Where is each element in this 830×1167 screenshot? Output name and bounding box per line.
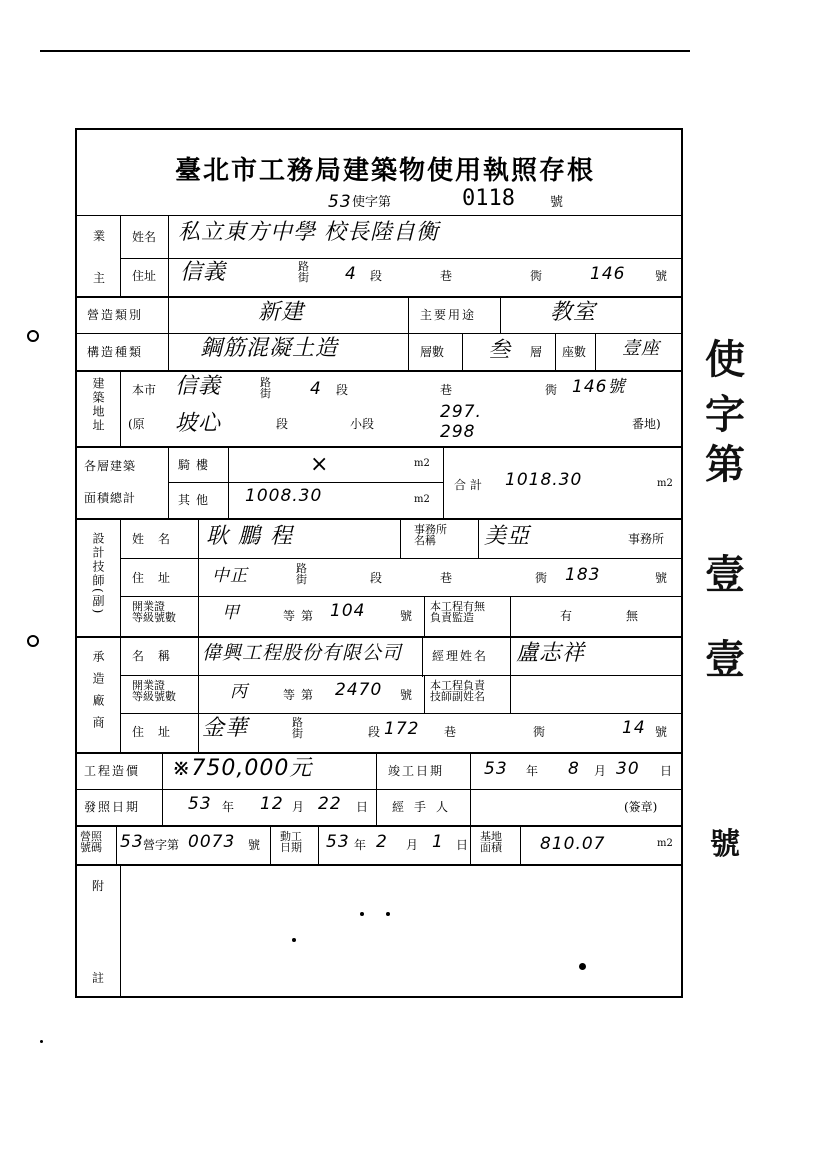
scan-speck (360, 912, 364, 916)
designer-number-label: 號 (655, 571, 668, 585)
contractor-license-mid: 等第 (283, 688, 320, 702)
notes-label-1: 附 (92, 879, 105, 893)
start-y: 年 (354, 838, 367, 852)
col-line (595, 333, 596, 371)
designer-group-label: 設計技師(副) (91, 532, 105, 616)
site-section-label: 段 (336, 383, 349, 397)
build-use-label: 主要用途 (420, 308, 477, 322)
designer-name-value: 耿鵬程 (206, 524, 303, 549)
col-line (120, 865, 121, 997)
col-line (162, 753, 163, 790)
row-line (76, 752, 682, 754)
scan-edge-line (40, 50, 690, 52)
owner-name-label: 姓名 (132, 230, 157, 244)
designer-supervise-none: 無 (626, 609, 639, 623)
site-road: 信義 (175, 374, 222, 399)
col-line (408, 297, 409, 371)
floors-value: 叁 (488, 338, 512, 363)
designer-lane-label: 巷 (440, 571, 453, 585)
start-day: 1 (432, 832, 444, 852)
site-city-label: 本市 (132, 383, 157, 397)
scan-speck (292, 938, 296, 942)
margin-char: 使 (705, 336, 745, 383)
designer-office-label: 事務所 名稱 (414, 523, 447, 547)
owner-address-label: 住址 (132, 269, 157, 283)
col-line (520, 826, 521, 865)
blocks-label: 座數 (562, 345, 587, 359)
floors-unit: 層 (530, 345, 543, 359)
structure-label: 構造種類 (87, 345, 144, 359)
owner-road-label: 路 街 (298, 260, 309, 284)
col-line (510, 675, 511, 713)
issue-m: 月 (292, 800, 305, 814)
completion-day: 30 (616, 759, 640, 779)
col-line (510, 637, 511, 677)
site-lot-1: 297. (440, 402, 482, 422)
col-line (376, 790, 377, 826)
col-line (510, 596, 511, 636)
col-line (120, 371, 121, 447)
designer-address-road: 中正 (212, 566, 248, 586)
issue-day: 22 (318, 794, 342, 814)
site-number: 146號 (572, 377, 626, 397)
owner-address-number: 146 (590, 264, 626, 284)
contractor-manager-value: 盧志祥 (516, 641, 586, 666)
structure-value: 鋼筋混凝土造 (200, 336, 339, 361)
total-value: 1018.30 (505, 470, 583, 490)
start-label: 動工 日期 (280, 830, 302, 854)
col-line (228, 447, 229, 519)
row-line (76, 636, 682, 638)
col-line (168, 447, 169, 519)
issue-y: 年 (222, 800, 235, 814)
punch-hole (27, 330, 39, 342)
site-lane-label: 巷 (440, 383, 453, 397)
permit-number: 0118 (462, 186, 515, 211)
sign-label: (簽章) (624, 800, 658, 814)
start-month: 2 (376, 832, 388, 852)
other-value: 1008.30 (245, 486, 323, 506)
site-orig-label: (原 (128, 417, 145, 431)
owner-lane-label: 巷 (440, 269, 453, 283)
col-line (470, 826, 471, 865)
site-area-unit: m2 (657, 838, 673, 849)
row-line (120, 258, 682, 259)
row-line (76, 825, 682, 827)
row-line (76, 864, 682, 866)
permit-prefix: 53 (328, 192, 352, 212)
contractor-number-label: 號 (655, 725, 668, 739)
start-d: 日 (456, 838, 469, 852)
owner-alley-label: 衖 (530, 269, 543, 283)
row-line (76, 215, 682, 216)
construction-permit-suffix: 號 (248, 838, 261, 852)
site-orig-area: 坡心 (175, 411, 222, 436)
other-unit: m2 (414, 494, 430, 505)
contractor-section-number: 172 (384, 719, 420, 739)
margin-char: 壹 (705, 636, 745, 683)
site-road-label: 路 街 (260, 376, 271, 400)
arcade-unit: m2 (414, 458, 430, 469)
completion-m: 月 (594, 764, 607, 778)
construction-permit-mid: 營字第 (143, 838, 180, 852)
designer-license-suffix: 號 (400, 609, 413, 623)
row-line (120, 713, 682, 714)
row-line (76, 370, 682, 372)
contractor-license-label: 開業證 等級號數 (132, 679, 176, 703)
row-line (168, 482, 443, 483)
scan-speck (40, 1040, 43, 1043)
margin-char: 壹 (705, 551, 745, 598)
floors-label: 層數 (420, 345, 445, 359)
contractor-group-label: 承造廠商 (91, 650, 105, 738)
contractor-alley-label: 衖 (533, 725, 546, 739)
site-small-section-label: 小段 (350, 417, 375, 431)
designer-license-label: 開業證 等級號數 (132, 600, 176, 624)
site-lot-label: 番地) (632, 417, 661, 431)
site-alley-label: 衖 (545, 383, 558, 397)
col-line (270, 826, 271, 865)
arcade-value: × (310, 452, 330, 477)
completion-month: 8 (568, 759, 580, 779)
other-label: 其他 (178, 493, 215, 507)
total-label: 合計 (454, 478, 487, 492)
col-line (424, 596, 425, 636)
issue-d: 日 (356, 800, 369, 814)
contractor-license-suffix: 號 (400, 688, 413, 702)
construction-permit-label: 營照 號碼 (80, 830, 102, 854)
designer-address-number: 183 (565, 565, 601, 585)
col-line (120, 519, 121, 753)
col-line (376, 753, 377, 790)
site-orig-section-label: 段 (276, 417, 289, 431)
owner-number-label: 號 (655, 269, 668, 283)
col-line (168, 297, 169, 371)
col-line (424, 675, 425, 713)
permit-label: 使字第 (352, 195, 392, 210)
col-line (443, 447, 444, 519)
col-line (555, 333, 556, 371)
designer-office-value: 美亞 (484, 524, 531, 549)
designer-supervise-label: 本工程有無 負責監造 (430, 600, 485, 624)
row-line (120, 675, 682, 676)
contractor-license-grade: 丙 (230, 682, 248, 702)
completion-d: 日 (660, 764, 673, 778)
area-label-1: 各層建築 (84, 459, 137, 473)
designer-address-label: 住址 (132, 571, 185, 585)
owner-section-label: 段 (370, 269, 383, 283)
build-type-value: 新建 (258, 300, 305, 325)
designer-license-grade: 甲 (222, 603, 240, 623)
owner-name-value: 私立東方中學 校長陸自衡 (178, 220, 439, 245)
site-group-label: 建築地址 (91, 377, 105, 433)
completion-year: 53 (484, 759, 508, 779)
start-m: 月 (406, 838, 419, 852)
contractor-manager-label: 經理姓名 (432, 649, 489, 663)
contractor-section-label: 段 (368, 725, 381, 739)
blocks-value: 壹座 (622, 338, 660, 359)
designer-supervise-value: 有 (560, 609, 573, 623)
issue-year: 53 (188, 794, 212, 814)
col-line (162, 790, 163, 826)
total-unit: m2 (657, 478, 673, 489)
start-year: 53 (326, 832, 350, 852)
contractor-address-road: 金華 (202, 716, 249, 741)
margin-char: 字 (705, 391, 745, 438)
col-line (478, 519, 479, 559)
col-line (120, 215, 121, 297)
issue-month: 12 (260, 794, 284, 814)
contractor-road-label: 路 街 (292, 716, 303, 740)
arcade-label: 騎樓 (178, 458, 215, 472)
col-line (470, 790, 471, 826)
scan-speck (579, 963, 586, 970)
designer-section-label: 段 (370, 571, 383, 585)
owner-group-label: 主 (93, 271, 106, 285)
owner-group-label: 業 (93, 229, 106, 243)
contractor-license-number: 2470 (335, 680, 383, 700)
margin-char: 號 (710, 827, 740, 862)
col-line (422, 637, 423, 677)
build-type-label: 營造類別 (87, 308, 144, 322)
margin-char: 第 (705, 441, 745, 488)
designer-office-suffix: 事務所 (628, 532, 665, 546)
area-label-2: 面積總計 (84, 491, 137, 505)
scan-speck (386, 912, 390, 916)
completion-y: 年 (526, 764, 539, 778)
cost-label: 工程造價 (84, 764, 141, 778)
form-title: 臺北市工務局建築物使用執照存根 (174, 156, 595, 186)
site-area-value: 810.07 (540, 834, 606, 854)
contractor-address-number: 14 (622, 718, 646, 738)
row-line (76, 518, 682, 520)
row-line (120, 596, 682, 597)
handler-label: 經手人 (392, 800, 459, 814)
row-line (120, 558, 682, 559)
build-use-value: 教室 (550, 300, 597, 325)
cost-value: ※750,000元 (172, 756, 313, 781)
col-line (462, 333, 463, 371)
col-line (198, 519, 199, 559)
col-line (198, 637, 199, 753)
construction-permit-number: 0073 (188, 832, 236, 852)
col-line (198, 558, 199, 636)
owner-address-section: 4 (345, 264, 357, 284)
contractor-address-label: 住址 (132, 725, 185, 739)
designer-road-label: 路 街 (296, 562, 307, 586)
completion-label: 竣工日期 (388, 764, 445, 778)
owner-address-road: 信義 (180, 260, 227, 285)
contractor-name-value: 偉興工程股份有限公司 (202, 642, 403, 664)
col-line (470, 753, 471, 790)
col-line (116, 826, 117, 865)
permit-suffix: 號 (550, 195, 564, 210)
designer-license-mid: 等第 (283, 609, 320, 623)
col-line (318, 826, 319, 865)
row-line (76, 296, 682, 298)
site-area-label: 基地 面積 (480, 830, 502, 854)
punch-hole (27, 635, 39, 647)
contractor-tech-label: 本工程負責 技師副姓名 (430, 679, 485, 703)
designer-alley-label: 衖 (535, 571, 548, 585)
row-line (76, 789, 682, 790)
designer-license-number: 104 (330, 601, 366, 621)
contractor-lane-label: 巷 (444, 725, 457, 739)
row-line (76, 333, 682, 334)
contractor-name-label: 名稱 (132, 649, 185, 663)
issue-label: 發照日期 (84, 800, 141, 814)
notes-label-2: 註 (92, 971, 105, 985)
col-line (168, 215, 169, 297)
site-section: 4 (310, 379, 322, 399)
row-line (76, 446, 682, 448)
designer-name-label: 姓名 (132, 532, 185, 546)
site-lot-2: 298 (440, 422, 476, 442)
construction-permit-prefix: 53 (120, 832, 144, 852)
col-line (400, 519, 401, 559)
col-line (500, 297, 501, 334)
